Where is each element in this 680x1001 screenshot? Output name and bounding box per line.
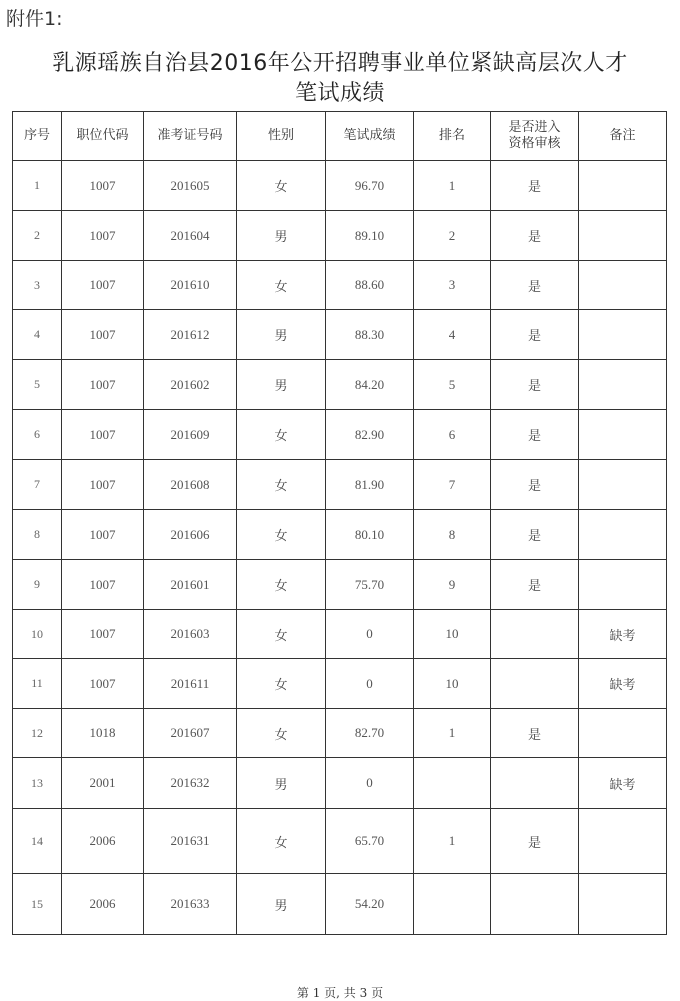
cell-gender: 女	[237, 709, 326, 758]
cell-position-code: 1007	[62, 360, 144, 410]
cell-rank: 6	[414, 410, 491, 460]
cell-position-code: 1018	[62, 709, 144, 758]
cell-note	[579, 709, 667, 758]
cell-ticket-no: 201632	[144, 758, 237, 809]
cell-seq: 10	[13, 610, 62, 659]
cell-ticket-no: 201604	[144, 211, 237, 261]
header-position-code: 职位代码	[62, 112, 144, 161]
header-note: 备注	[579, 112, 667, 161]
cell-rank: 10	[414, 659, 491, 709]
cell-score: 65.70	[326, 809, 414, 874]
cell-score: 84.20	[326, 360, 414, 410]
cell-gender: 女	[237, 410, 326, 460]
cell-qualify	[491, 874, 579, 935]
cell-score: 0	[326, 758, 414, 809]
header-gender: 性别	[237, 112, 326, 161]
cell-position-code: 2001	[62, 758, 144, 809]
cell-seq: 1	[13, 161, 62, 211]
cell-ticket-no: 201631	[144, 809, 237, 874]
header-seq: 序号	[13, 112, 62, 161]
cell-rank: 10	[414, 610, 491, 659]
cell-note	[579, 161, 667, 211]
cell-qualify: 是	[491, 460, 579, 510]
cell-gender: 女	[237, 261, 326, 310]
cell-qualify	[491, 610, 579, 659]
cell-ticket-no: 201611	[144, 659, 237, 709]
page-footer: 第 1 页, 共 3 页	[296, 986, 384, 1000]
cell-seq: 9	[13, 560, 62, 610]
cell-score: 88.60	[326, 261, 414, 310]
cell-qualify: 是	[491, 211, 579, 261]
cell-note	[579, 874, 667, 935]
score-table	[12, 111, 667, 935]
cell-gender: 男	[237, 360, 326, 410]
table-row	[13, 709, 667, 758]
cell-seq: 12	[13, 709, 62, 758]
cell-gender: 女	[237, 659, 326, 709]
cell-score: 82.90	[326, 410, 414, 460]
cell-position-code: 1007	[62, 460, 144, 510]
cell-seq: 8	[13, 510, 62, 560]
cell-gender: 女	[237, 610, 326, 659]
cell-rank: 1	[414, 709, 491, 758]
cell-note	[579, 410, 667, 460]
cell-seq: 6	[13, 410, 62, 460]
cell-qualify	[491, 758, 579, 809]
cell-rank: 2	[414, 211, 491, 261]
cell-note	[579, 211, 667, 261]
cell-position-code: 1007	[62, 610, 144, 659]
table-row	[13, 460, 667, 510]
cell-score: 81.90	[326, 460, 414, 510]
cell-rank	[414, 758, 491, 809]
cell-ticket-no: 201612	[144, 310, 237, 360]
cell-gender: 男	[237, 874, 326, 935]
cell-note: 缺考	[579, 659, 667, 709]
cell-rank: 8	[414, 510, 491, 560]
cell-score: 80.10	[326, 510, 414, 560]
cell-position-code: 1007	[62, 310, 144, 360]
cell-note	[579, 460, 667, 510]
cell-seq: 4	[13, 310, 62, 360]
cell-ticket-no: 201610	[144, 261, 237, 310]
cell-qualify: 是	[491, 310, 579, 360]
cell-ticket-no: 201605	[144, 161, 237, 211]
cell-qualify: 是	[491, 161, 579, 211]
cell-note	[579, 360, 667, 410]
header-ticket-no: 准考证号码	[144, 112, 237, 161]
table-row	[13, 310, 667, 360]
cell-score: 54.20	[326, 874, 414, 935]
cell-qualify: 是	[491, 410, 579, 460]
cell-rank: 5	[414, 360, 491, 410]
cell-rank: 9	[414, 560, 491, 610]
cell-qualify: 是	[491, 360, 579, 410]
cell-note	[579, 310, 667, 360]
cell-position-code: 2006	[62, 874, 144, 935]
cell-position-code: 2006	[62, 809, 144, 874]
document-title: 乳源瑶族自治县2016年公开招聘事业单位紧缺高层次人才	[52, 51, 628, 76]
cell-ticket-no: 201607	[144, 709, 237, 758]
cell-score: 89.10	[326, 211, 414, 261]
table-row	[13, 610, 667, 659]
cell-seq: 5	[13, 360, 62, 410]
table-row	[13, 809, 667, 874]
table-row	[13, 410, 667, 460]
document-subtitle: 笔试成绩	[294, 81, 385, 106]
table-row	[13, 560, 667, 610]
cell-seq: 14	[13, 809, 62, 874]
cell-gender: 男	[237, 758, 326, 809]
cell-gender: 女	[237, 560, 326, 610]
cell-rank	[414, 874, 491, 935]
cell-rank: 4	[414, 310, 491, 360]
cell-seq: 3	[13, 261, 62, 310]
table-row	[13, 360, 667, 410]
cell-rank: 1	[414, 161, 491, 211]
cell-note: 缺考	[579, 610, 667, 659]
table-header-row	[13, 112, 667, 161]
cell-ticket-no: 201601	[144, 560, 237, 610]
cell-ticket-no: 201602	[144, 360, 237, 410]
cell-gender: 女	[237, 510, 326, 560]
cell-qualify: 是	[491, 709, 579, 758]
cell-position-code: 1007	[62, 211, 144, 261]
cell-qualify: 是	[491, 510, 579, 560]
table-row	[13, 659, 667, 709]
cell-note	[579, 261, 667, 310]
cell-note	[579, 560, 667, 610]
header-qualify-line1: 是否进入	[508, 120, 561, 135]
table-row	[13, 874, 667, 935]
cell-rank: 1	[414, 809, 491, 874]
cell-gender: 女	[237, 161, 326, 211]
cell-gender: 男	[237, 211, 326, 261]
cell-position-code: 1007	[62, 161, 144, 211]
cell-ticket-no: 201608	[144, 460, 237, 510]
table-row	[13, 510, 667, 560]
table-row	[13, 211, 667, 261]
cell-score: 96.70	[326, 161, 414, 211]
attachment-label: 附件1:	[6, 8, 63, 30]
cell-qualify: 是	[491, 809, 579, 874]
cell-ticket-no: 201633	[144, 874, 237, 935]
cell-score: 88.30	[326, 310, 414, 360]
cell-qualify	[491, 659, 579, 709]
header-score: 笔试成绩	[326, 112, 414, 161]
cell-note	[579, 510, 667, 560]
header-qualify-line2: 资格审核	[508, 136, 561, 151]
cell-score: 75.70	[326, 560, 414, 610]
cell-rank: 7	[414, 460, 491, 510]
cell-gender: 女	[237, 809, 326, 874]
cell-seq: 7	[13, 460, 62, 510]
cell-note: 缺考	[579, 758, 667, 809]
header-qualify	[491, 112, 579, 161]
header-rank: 排名	[414, 112, 491, 161]
cell-seq: 15	[13, 874, 62, 935]
cell-ticket-no: 201606	[144, 510, 237, 560]
cell-seq: 2	[13, 211, 62, 261]
cell-score: 0	[326, 610, 414, 659]
cell-gender: 男	[237, 310, 326, 360]
cell-position-code: 1007	[62, 510, 144, 560]
cell-gender: 女	[237, 460, 326, 510]
cell-qualify: 是	[491, 261, 579, 310]
cell-ticket-no: 201603	[144, 610, 237, 659]
cell-qualify: 是	[491, 560, 579, 610]
cell-ticket-no: 201609	[144, 410, 237, 460]
cell-position-code: 1007	[62, 659, 144, 709]
table-row	[13, 758, 667, 809]
table-row	[13, 161, 667, 211]
cell-rank: 3	[414, 261, 491, 310]
cell-score: 82.70	[326, 709, 414, 758]
cell-position-code: 1007	[62, 410, 144, 460]
cell-score: 0	[326, 659, 414, 709]
table-row	[13, 261, 667, 310]
cell-position-code: 1007	[62, 560, 144, 610]
cell-position-code: 1007	[62, 261, 144, 310]
cell-seq: 13	[13, 758, 62, 809]
cell-note	[579, 809, 667, 874]
cell-seq: 11	[13, 659, 62, 709]
